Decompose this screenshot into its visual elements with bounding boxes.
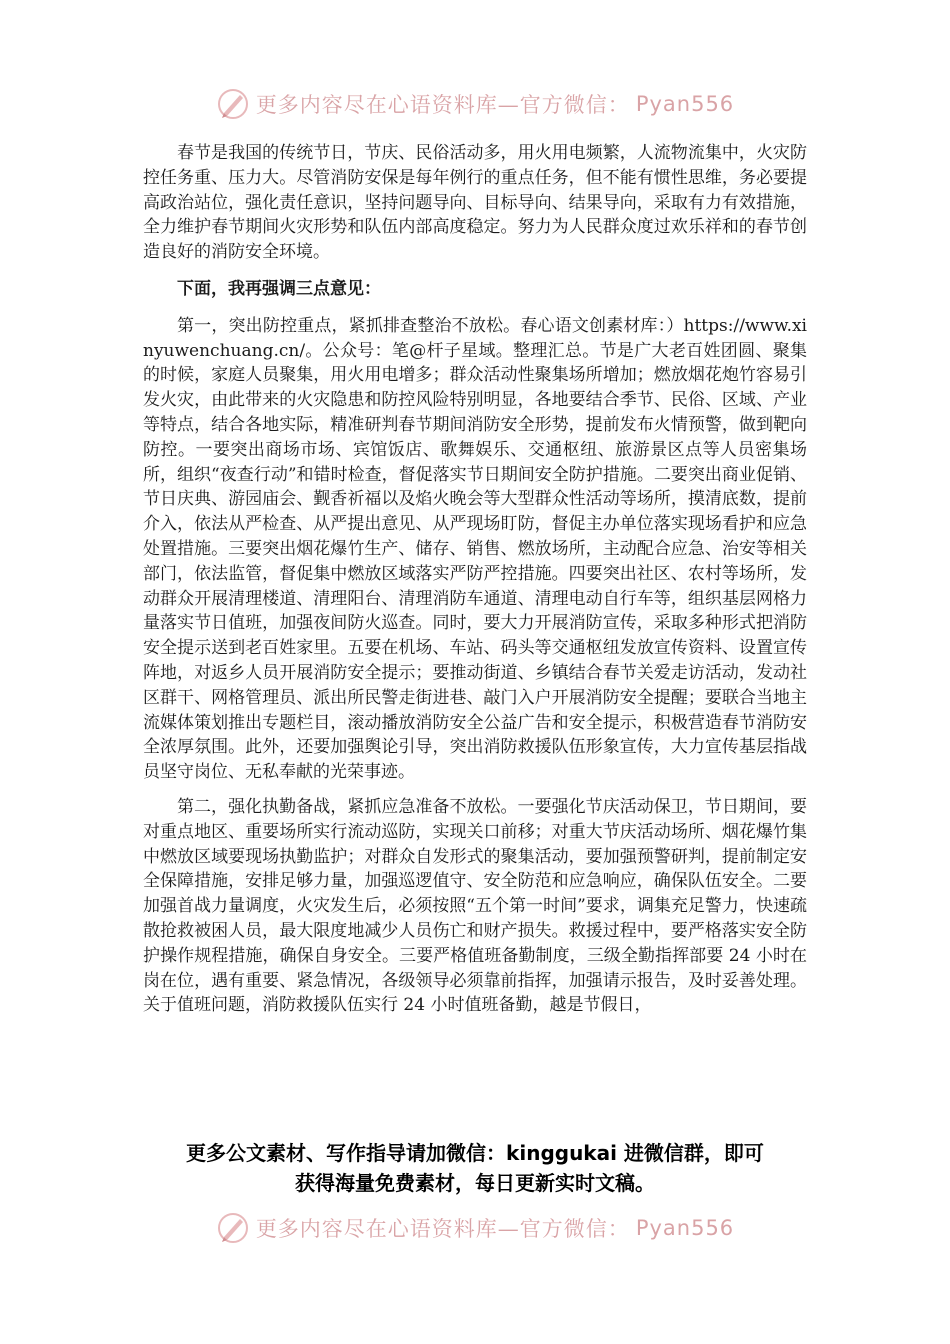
watermark-header [0,84,950,124]
promo-line-1: 更多公文素材、写作指导请加微信：kinggukai 进微信群，即可 [186,1141,764,1165]
pen-logo-icon [216,1211,250,1245]
intro-paragraph: 春节是我国的传统节日，节庆、民俗活动多，用火用电频繁，人流物流集中，火灾防控任务重、压力大。尽管消防安保是每年例行的重点任务，但不能有惯性思维，务必要提高政治站位，强化责任意识，坚持问题导向、目标导向、结果导向，采取有力有效措施，全力维护春节期间火灾形势和队伍内部高度稳定。努力为人民群众度过欢乐祥和的春节创造良好的消防安全环境。 [143,143,807,263]
watermark-text: 更多内容尽在心语资料库—官方微信： [255,93,630,117]
watermark-text: 更多内容尽在心语资料库—官方微信： [255,1217,630,1241]
watermark-footer [0,1208,950,1248]
promo-note [120,1138,830,1198]
point-two-paragraph: 第二，强化执勤备战，紧抓应急准备不放松。一要强化节庆活动保卫，节日期间，要对重点地区、重要场所实行流动巡防，实现关口前移；对重大节庆活动场所、烟花爆竹集中燃放区域要现场执勤监护；对群众自发形式的聚集活动，要加强预警研判，提前制定安全保障措施，安排足够力量，加强巡逻值守、安全防范和应急响应，确保队伍安全。二要加强首战力量调度，火灾发生后，必须按照“五个第一时间”要求，调集充足警力，快速疏散抢救被困人员，最大限度地减少人员伤亡和财产损失。救援过程中，要严格落实安全防护操作规程措施，确保自身安全。三要严格值班备勤制度，三级全勤指挥部要 24 小时在岗在位，遇有重要、紧急情况，各级领导必须靠前指挥，加强请示报告，及时妥善处理。关于值班问题，消防救援队伍实行 24 小时值班备勤，越是节假日， [143,796,807,1016]
watermark-wechat-id: Pyan556 [635,1216,735,1240]
promo-line-2: 获得海量免费素材，每日更新实时文稿。 [295,1171,655,1195]
document-body [143,141,807,1018]
watermark-wechat-id: Pyan556 [635,92,735,116]
section-heading: 下面，我再强调三点意见： [177,278,381,299]
pen-logo-icon [216,87,250,121]
point-one-paragraph: 第一，突出防控重点，紧抓排查整治不放松。春心语文创素材库：）https://www.xinyuwenchuang.cn/。公众号：笔@杆子星域。整理汇总。节是广大老百姓团圆、聚集的时候，家庭人员聚集，用火用电增多；群众活动性聚集场所增加；燃放烟花炮竹容易引发火灾，由此带来的火灾隐患和防控风险特别明显，各地要结合季节、民俗、区域、产业等特点，结合各地实际，精准研判春节期间消防安全形势，提前发布火情预警，做到靶向防控。一要突出商场市场、宾馆饭店、歌舞娱乐、交通枢纽、旅游景区点等人员密集场所，组织“夜查行动”和错时检查，督促落实节日期间安全防护措施。二要突出商业促销、节日庆典、游园庙会、觐香祈福以及焰火晚会等大型群众性活动等场所，摸清底数，提前介入，依法从严检查、从严提出意见、从严现场盯防，督促主办单位落实现场看护和应急处置措施。三要突出烟花爆竹生产、储存、销售、燃放场所，主动配合应急、治安等相关部门，依法监管，督促集中燃放区域落实严防严控措施。四要突出社区、农村等场所，发动群众开展清理楼道、清理阳台、清理消防车通道、清理电动自行车等，组织基层网格力量落实节日值班，加强夜间防火巡查。同时，要大力开展消防宣传，采取多种形式把消防安全提示送到老百姓家里。五要在机场、车站、码头等交通枢纽发放宣传资料、设置宣传阵地，对返乡人员开展消防安全提示；要推动街道、乡镇结合春节关爱走访活动，发动社区群干、网格管理员、派出所民警走街进巷、敲门入户开展消防安全提醒；要联合当地主流媒体策划推出专题栏目，滚动播放消防安全公益广告和安全提示，积极营造春节消防安全浓厚氛围。此外，还要加强舆论引导，突出消防救援队伍形象宣传，大力宣传基层指战员坚守岗位、无私奉献的光荣事迹。 [143,315,807,783]
